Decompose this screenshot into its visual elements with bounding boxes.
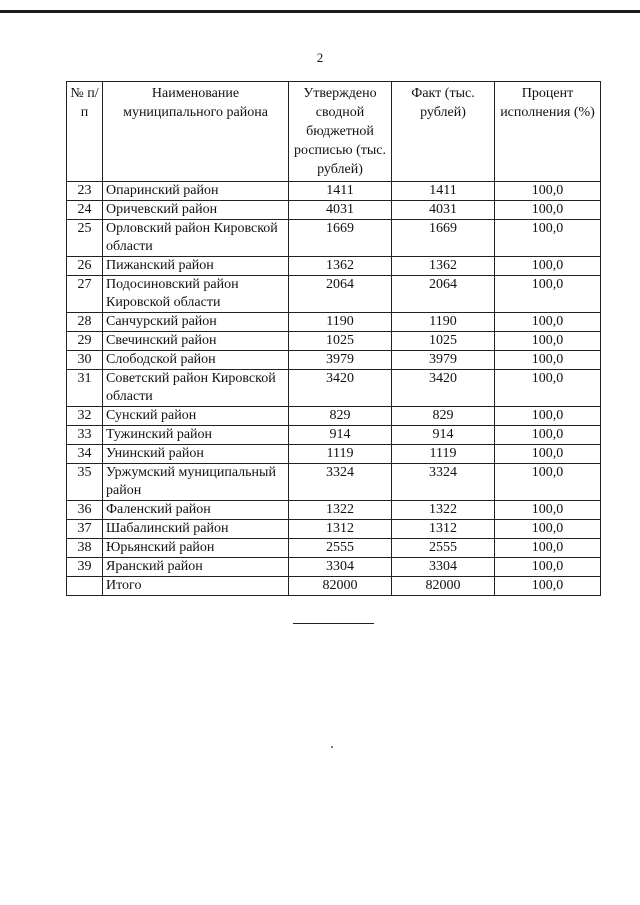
table-row bbox=[67, 351, 601, 370]
table-header-row bbox=[67, 82, 601, 182]
table-row bbox=[67, 426, 601, 445]
execution-percent: 100,0 bbox=[495, 539, 601, 558]
row-number: 26 bbox=[67, 257, 103, 276]
execution-percent: 100,0 bbox=[495, 501, 601, 520]
approved-amount: 3979 bbox=[289, 351, 392, 370]
execution-percent: 100,0 bbox=[495, 370, 601, 407]
approved-amount: 3324 bbox=[289, 464, 392, 501]
execution-percent: 100,0 bbox=[495, 558, 601, 577]
header-approved: Утверждено сводной бюджетной росписью (тыс. рублей) bbox=[289, 82, 392, 182]
district-name: Подосиновский район Кировской области bbox=[103, 276, 289, 313]
fact-amount: 2555 bbox=[392, 539, 495, 558]
table-row bbox=[67, 501, 601, 520]
approved-amount: 2555 bbox=[289, 539, 392, 558]
approved-amount: 1362 bbox=[289, 257, 392, 276]
table-row bbox=[67, 445, 601, 464]
row-number: 23 bbox=[67, 182, 103, 201]
table-row bbox=[67, 276, 601, 313]
execution-percent: 100,0 bbox=[495, 445, 601, 464]
execution-percent: 100,0 bbox=[495, 182, 601, 201]
fact-amount: 914 bbox=[392, 426, 495, 445]
execution-percent: 100,0 bbox=[495, 257, 601, 276]
execution-percent: 100,0 bbox=[495, 407, 601, 426]
table-row bbox=[67, 407, 601, 426]
row-number: 32 bbox=[67, 407, 103, 426]
approved-amount: 1669 bbox=[289, 220, 392, 257]
district-name: Сунский район bbox=[103, 407, 289, 426]
row-number: 24 bbox=[67, 201, 103, 220]
table-row bbox=[67, 558, 601, 577]
row-number: 33 bbox=[67, 426, 103, 445]
approved-amount: 3304 bbox=[289, 558, 392, 577]
approved-amount: 4031 bbox=[289, 201, 392, 220]
table-row bbox=[67, 464, 601, 501]
fact-amount: 1411 bbox=[392, 182, 495, 201]
execution-percent: 100,0 bbox=[495, 426, 601, 445]
execution-percent: 100,0 bbox=[495, 332, 601, 351]
district-name: Свечинский район bbox=[103, 332, 289, 351]
district-name: Оричевский район bbox=[103, 201, 289, 220]
header-fact: Факт (тыс. рублей) bbox=[392, 82, 495, 182]
table-row bbox=[67, 332, 601, 351]
district-name: Слободской район bbox=[103, 351, 289, 370]
district-name: Итого bbox=[103, 577, 289, 596]
fact-amount: 3420 bbox=[392, 370, 495, 407]
row-number: 35 bbox=[67, 464, 103, 501]
district-name: Санчурский район bbox=[103, 313, 289, 332]
table-row bbox=[67, 520, 601, 539]
execution-percent: 100,0 bbox=[495, 276, 601, 313]
district-name: Опаринский район bbox=[103, 182, 289, 201]
fact-amount: 1190 bbox=[392, 313, 495, 332]
table-row bbox=[67, 257, 601, 276]
table-row bbox=[67, 201, 601, 220]
table-body bbox=[67, 182, 601, 596]
fact-amount: 1312 bbox=[392, 520, 495, 539]
district-name: Уржумский муниципальный район bbox=[103, 464, 289, 501]
approved-amount: 1119 bbox=[289, 445, 392, 464]
execution-percent: 100,0 bbox=[495, 220, 601, 257]
table-row bbox=[67, 220, 601, 257]
row-number: 39 bbox=[67, 558, 103, 577]
row-number: 37 bbox=[67, 520, 103, 539]
fact-amount: 3979 bbox=[392, 351, 495, 370]
approved-amount: 1025 bbox=[289, 332, 392, 351]
end-rule bbox=[293, 623, 374, 624]
approved-amount: 1322 bbox=[289, 501, 392, 520]
execution-percent: 100,0 bbox=[495, 577, 601, 596]
district-name: Фаленский район bbox=[103, 501, 289, 520]
row-number: 27 bbox=[67, 276, 103, 313]
district-name: Шабалинский район bbox=[103, 520, 289, 539]
total-row bbox=[67, 577, 601, 596]
fact-amount: 82000 bbox=[392, 577, 495, 596]
row-number bbox=[67, 577, 103, 596]
fact-amount: 1362 bbox=[392, 257, 495, 276]
district-name: Яранский район bbox=[103, 558, 289, 577]
district-name: Юрьянский район bbox=[103, 539, 289, 558]
table-row bbox=[67, 539, 601, 558]
approved-amount: 82000 bbox=[289, 577, 392, 596]
header-percent: Процент исполнения (%) bbox=[495, 82, 601, 182]
row-number: 30 bbox=[67, 351, 103, 370]
fact-amount: 1025 bbox=[392, 332, 495, 351]
table-row bbox=[67, 370, 601, 407]
fact-amount: 3324 bbox=[392, 464, 495, 501]
approved-amount: 3420 bbox=[289, 370, 392, 407]
fact-amount: 1119 bbox=[392, 445, 495, 464]
approved-amount: 1312 bbox=[289, 520, 392, 539]
stray-dot bbox=[331, 746, 333, 748]
execution-percent: 100,0 bbox=[495, 520, 601, 539]
district-name: Унинский район bbox=[103, 445, 289, 464]
fact-amount: 4031 bbox=[392, 201, 495, 220]
approved-amount: 914 bbox=[289, 426, 392, 445]
execution-percent: 100,0 bbox=[495, 201, 601, 220]
district-name: Орловский район Кировской области bbox=[103, 220, 289, 257]
budget-table bbox=[66, 81, 601, 596]
page-number: 2 bbox=[316, 50, 324, 65]
header-num: № п/п bbox=[67, 82, 103, 182]
execution-percent: 100,0 bbox=[495, 464, 601, 501]
row-number: 36 bbox=[67, 501, 103, 520]
row-number: 25 bbox=[67, 220, 103, 257]
district-name: Советский район Кировской области bbox=[103, 370, 289, 407]
row-number: 38 bbox=[67, 539, 103, 558]
district-name: Тужинский район bbox=[103, 426, 289, 445]
approved-amount: 1190 bbox=[289, 313, 392, 332]
approved-amount: 2064 bbox=[289, 276, 392, 313]
fact-amount: 3304 bbox=[392, 558, 495, 577]
row-number: 28 bbox=[67, 313, 103, 332]
row-number: 34 bbox=[67, 445, 103, 464]
table-row bbox=[67, 182, 601, 201]
table-row bbox=[67, 313, 601, 332]
header-name: Наименование муниципального района bbox=[103, 82, 289, 182]
fact-amount: 2064 bbox=[392, 276, 495, 313]
execution-percent: 100,0 bbox=[495, 313, 601, 332]
approved-amount: 829 bbox=[289, 407, 392, 426]
district-name: Пижанский район bbox=[103, 257, 289, 276]
fact-amount: 829 bbox=[392, 407, 495, 426]
row-number: 29 bbox=[67, 332, 103, 351]
fact-amount: 1669 bbox=[392, 220, 495, 257]
row-number: 31 bbox=[67, 370, 103, 407]
top-rule bbox=[0, 10, 640, 13]
approved-amount: 1411 bbox=[289, 182, 392, 201]
execution-percent: 100,0 bbox=[495, 351, 601, 370]
fact-amount: 1322 bbox=[392, 501, 495, 520]
